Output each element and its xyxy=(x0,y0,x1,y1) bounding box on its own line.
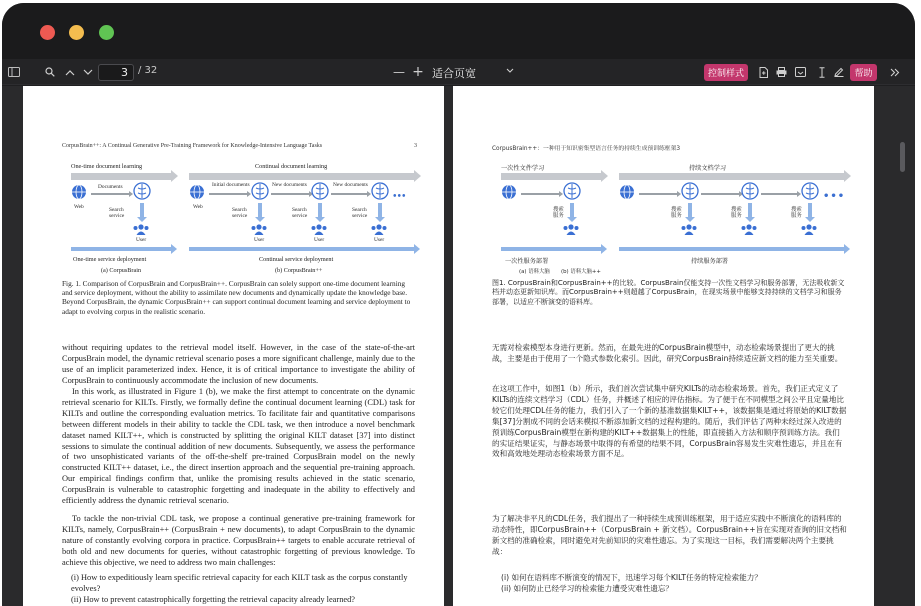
figure-label: One-time service deployment xyxy=(73,256,147,263)
pdf-toolbar xyxy=(2,59,915,85)
users-icon xyxy=(370,224,388,236)
ellipsis-icon: ••• xyxy=(823,191,846,202)
maximize-window-button[interactable] xyxy=(99,25,114,40)
save-icon[interactable] xyxy=(793,59,807,85)
figure-label: New documents xyxy=(272,182,307,188)
double-chevron-right-icon[interactable] xyxy=(888,59,902,85)
figure-subcaption: (b) CorpusBrain++ xyxy=(275,267,323,274)
brain-icon xyxy=(133,182,151,200)
zoom-mode-value: 适合页宽 xyxy=(432,66,476,80)
ellipsis-icon: ••• xyxy=(393,191,407,202)
brain-icon xyxy=(563,182,581,200)
running-head: CorpusBrain++: A Continual Generative Pre-Training Framework for Knowledge-Intensive Language Tasks xyxy=(62,143,323,149)
figure-label: 搜索 服务 xyxy=(553,207,564,219)
figure-label: Documents xyxy=(98,184,123,190)
figure-label: One-time document learning xyxy=(71,163,143,170)
list-item: (i) How to expeditiously learn specific retrieval capacity for each KILT task as the corpus constantly evolves? xyxy=(71,573,408,593)
top-arrow xyxy=(71,173,171,180)
page-number-input[interactable] xyxy=(98,64,134,81)
figure-label: Continual document learning xyxy=(255,163,328,170)
figure-label: 持续文档学习 xyxy=(689,165,727,172)
globe-icon xyxy=(71,184,87,200)
figure-label: User xyxy=(254,237,265,243)
bottom-arrow xyxy=(71,247,171,251)
brain-icon xyxy=(311,182,329,200)
zoom-in-button[interactable]: + xyxy=(412,64,424,80)
figure-label: Web xyxy=(74,204,84,210)
bottom-arrow xyxy=(619,247,844,251)
figure-subcaption: (b) 语料大脑++ xyxy=(561,269,601,275)
down-arrow xyxy=(318,203,322,217)
figure-label: Search service xyxy=(232,207,248,219)
flow-arrow xyxy=(639,193,677,195)
down-arrow xyxy=(688,203,692,217)
list-item: (ii) 如何防止已经学习的检索能力遭受灾难性遗忘？ xyxy=(501,584,674,593)
users-icon xyxy=(680,224,698,236)
flow-arrow xyxy=(91,193,129,195)
flow-arrow xyxy=(209,193,247,195)
print-icon[interactable] xyxy=(774,59,788,85)
users-icon xyxy=(310,224,328,236)
figure-label: Web xyxy=(193,204,203,210)
minimize-window-button[interactable] xyxy=(69,25,84,40)
users-icon xyxy=(740,224,758,236)
figure-subcaption: (a) CorpusBrain xyxy=(101,267,142,274)
users-icon xyxy=(800,224,818,236)
down-arrow xyxy=(258,203,262,217)
close-window-button[interactable] xyxy=(40,25,55,40)
bottom-arrow xyxy=(189,247,414,251)
chevron-down-icon xyxy=(506,68,514,74)
vertical-scrollbar[interactable] xyxy=(900,142,905,172)
sidebar-toggle-icon[interactable] xyxy=(6,59,22,85)
title-bar xyxy=(2,3,915,59)
top-arrow xyxy=(189,173,414,180)
figure-label: 搜索 服务 xyxy=(791,207,802,219)
zoom-out-button[interactable]: — xyxy=(393,65,405,79)
flow-arrow xyxy=(271,193,309,195)
figure-label: Search service xyxy=(292,207,308,219)
app-window xyxy=(2,3,915,606)
figure-label: Search service xyxy=(352,207,368,219)
paragraph: 在这项工作中，如图1（b）所示，我们首次尝试集中研究KILTs的动态检索场景。首先，我们正式定义了KILTs的连续文档学习（CDL）任务，并概述了相应的评估指标。为了便于在不同模型之间公平且定量地比较它们处理CDL任务的能力，我们引入了一个新的基准数据集KILT++，该数据集是通过将原始的KILT数据集[37]分割成不同的会话来模拟不断添加新文档的过程构建的。随后，我们评估了两种未经过深入改进的预训练CorpusBrain模型在新构建的KILT++数据集上的性能，即直接插入方法和顺序预训练方法。我们的实证结果证实，与静态场景中取得的有希望的结果不同，CorpusBrain容易发生灾难性遗忘，并且在有效和高效地处理动态检索场景方面不足。 xyxy=(492,384,847,459)
down-arrow xyxy=(808,203,812,217)
figure-label: New documents xyxy=(333,182,368,188)
figure-label: Search service xyxy=(109,207,125,219)
list-item: (ii) How to prevent catastrophically forgetting the retrieval capacity already learned? xyxy=(71,595,356,604)
down-arrow xyxy=(140,203,144,217)
users-icon xyxy=(132,224,150,236)
flow-arrow xyxy=(761,193,797,195)
page-total-label: / 32 xyxy=(138,65,158,76)
figure-label: User xyxy=(374,237,385,243)
paragraph: 为了解决非平凡的CDL任务，我们提出了一种持续生成预训练框架，用于适应实践中不断演化的语料库的动态特性，即CorpusBrain++（CorpusBrain + 新文档）。CorpusBrain++旨在实现对查询的旧文档和新文档的准确检索，同时避免对先前知识的灾难性遗忘。为了实现这一目标，我们需要解决两个主要挑战： xyxy=(492,514,847,556)
figure-label: 搜索 服务 xyxy=(731,207,742,219)
figure-label: Continual service deployment xyxy=(259,256,334,263)
figure-label: User xyxy=(314,237,325,243)
search-icon[interactable] xyxy=(43,59,57,85)
zoom-mode-select[interactable] xyxy=(429,63,518,82)
figure-caption: Fig. 1. Comparison of CorpusBrain and CorpusBrain++. CorpusBrain can solely support one-time document learning and service deployment, without the ability to assimilate new documents and dynamically update the knowledge base. Beyond CorpusBrain, the dynamic CorpusBrain++ can support continual document learning and service deployment to adapt to evolving corpus in the realistic scenario. xyxy=(62,279,411,316)
paragraph: 无需对检索模型本身进行更新。然而，在最先进的CorpusBrain模型中，动态检索场景提出了更大的挑战，主要是由于使用了一个隐式参数化索引。因此，研究CorpusBrain持续适应新文档的能力至关重要。 xyxy=(492,343,843,363)
down-arrow xyxy=(378,203,382,217)
users-icon xyxy=(562,224,580,236)
brain-icon xyxy=(371,182,389,200)
brain-icon xyxy=(801,182,819,200)
figure-label: 一次性服务部署 xyxy=(505,258,549,265)
help-button[interactable]: 帮助 xyxy=(850,64,877,81)
brain-icon xyxy=(681,182,699,200)
top-arrow xyxy=(619,173,844,180)
top-arrow xyxy=(501,173,601,180)
list-item: (i) 如何在语料库不断演变的情况下，迅速学习每个KILT任务的特定检索能力？ xyxy=(501,573,762,582)
pen-icon[interactable] xyxy=(832,59,846,85)
paragraph: In this work, as illustrated in Figure 1 (b), we make the first attempt to concentrate on the dynamic retrieval scenario for KILTs. Firstly, we formally define the continual document learning (CDL) task for KILTs and outline the corresponding evaluation metrics. To facilitate fair and quantitative comparisons between different models in their ability to tackle the CDL task, we then introduce a novel benchmark dataset named KILT++, which is constructed by splitting the original KILT dataset [37] into distinct sessions to simulate the continual addition of new documents. Subsequently, we assess the performance of two unsophisticated variants of the off-the-shelf pre-trained CorpusBrain model on the newly constructed KILT++ dataset, i.e., the direct insertion approach and the sequential pre-training approach. Our empirical findings confirm that, unlike the promising results achieved in the static scenario, CorpusBrain is vulnerable to catastrophic forgetting and inadequate in the ability to effectively and efficiently address the dynamic retrieval scenario. xyxy=(62,387,415,506)
page-number: 3 xyxy=(414,143,417,149)
paragraph: To tackle the non-trivial CDL task, we propose a continual generative pre-training framework for KILTs, namely, CorpusBrain++ (CorpusBrain + new documents), to adapt CorpusBrain to the dynamic nature of constantly evolving corpora in practice. CorpusBrain++ targets to enable accurate retrieval of both old and new documents for queries, without catastrophic forgetting of previous knowledge. To achieve this objective, we need to address two main challenges: xyxy=(62,514,415,567)
running-head: CorpusBrain++：一种用于知识密集型语言任务的持续生成预训练框架3 xyxy=(492,146,681,152)
paragraph: without requiring updates to the retrieval model itself. However, in the case of the state-of-the-art CorpusBrain model, the dynamic retrieval scenario poses a more significant challenge, mainly due to the use of an implicit parameterized index. Hence, it is of critical importance to investigate the ability of CorpusBrain to continuously accommodate the inclusion of new documents. xyxy=(62,343,415,385)
pdf-page-translation[interactable] xyxy=(453,86,874,606)
globe-icon xyxy=(501,184,517,200)
figure-label: User xyxy=(136,237,147,243)
figure-label: 一次性文件学习 xyxy=(501,165,545,172)
flow-arrow xyxy=(521,193,559,195)
figure-label: 搜索 服务 xyxy=(671,207,682,219)
figure-label: Initial documents xyxy=(212,182,250,188)
document-viewer[interactable] xyxy=(2,86,915,606)
new-file-icon[interactable] xyxy=(756,59,770,85)
brain-icon xyxy=(741,182,759,200)
figure-caption: 图1. CorpusBrain和CorpusBrain++的比较。CorpusBrain仅能支持一次性文档学习和服务部署，无法吸收新文档并动态更新知识库。而CorpusBrain++则超越了CorpusBrain，在现实场景中能够支持持续的文档学习和服务部署，以适应不断演变的语料库。 xyxy=(492,279,845,306)
flow-arrow xyxy=(701,193,739,195)
brain-icon xyxy=(251,182,269,200)
figure-subcaption: (a) 语料大脑 xyxy=(519,269,550,275)
chevron-down-icon[interactable] xyxy=(81,59,95,85)
down-arrow xyxy=(570,203,574,217)
down-arrow xyxy=(748,203,752,217)
text-cursor-icon[interactable] xyxy=(815,59,829,85)
globe-icon xyxy=(619,184,635,200)
flow-arrow xyxy=(331,193,367,195)
bottom-arrow xyxy=(501,247,601,251)
figure-label: 持续服务部署 xyxy=(691,258,729,265)
globe-icon xyxy=(189,184,205,200)
control-style-button[interactable]: 控制样式 xyxy=(704,64,748,81)
chevron-up-icon[interactable] xyxy=(63,59,77,85)
pdf-page-original[interactable] xyxy=(23,86,444,606)
users-icon xyxy=(250,224,268,236)
